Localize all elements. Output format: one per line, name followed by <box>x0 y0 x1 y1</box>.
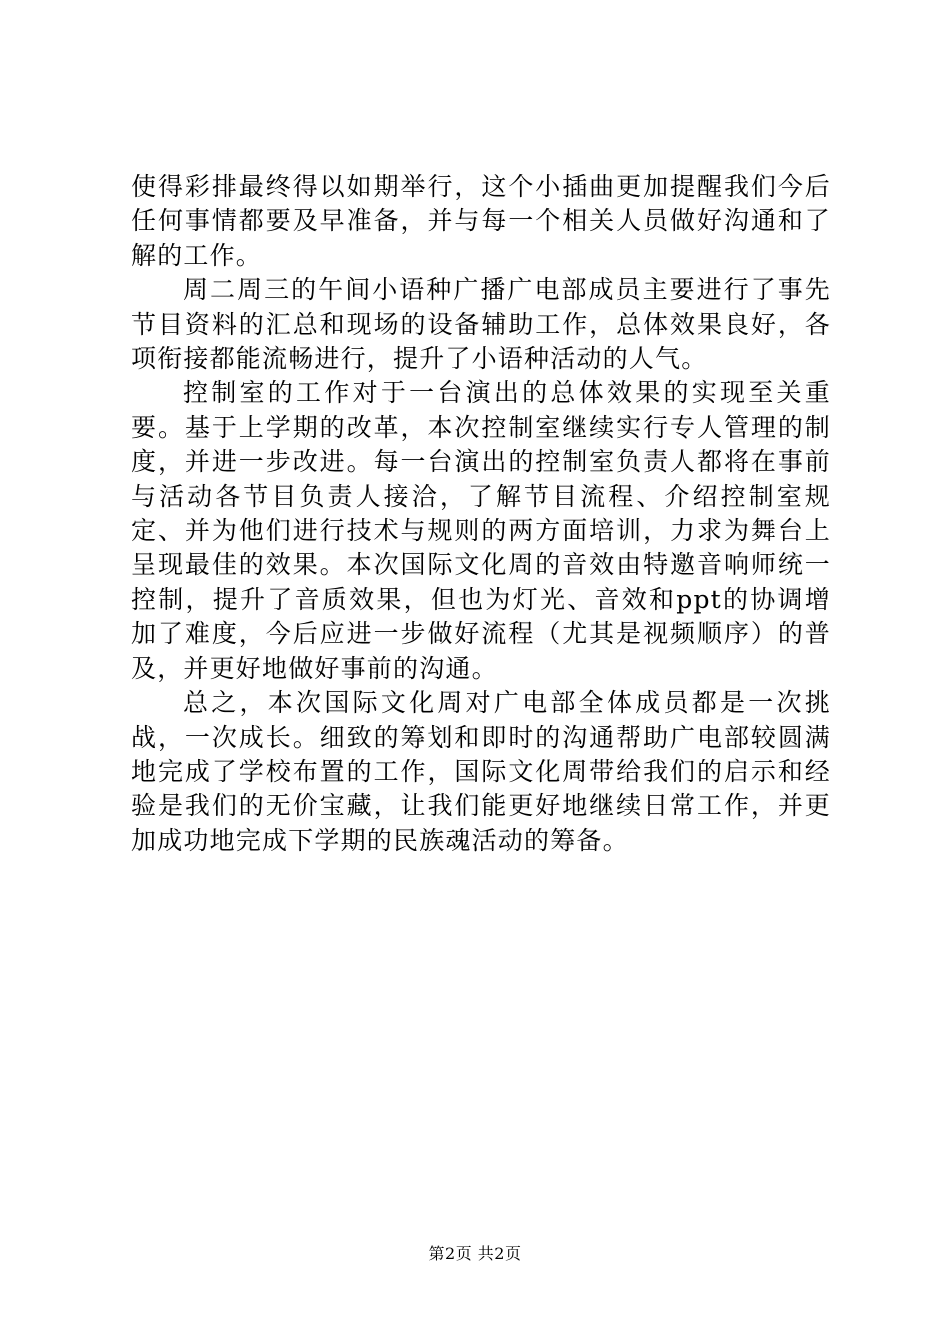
paragraph-1: 使得彩排最终得以如期举行，这个小插曲更加提醒我们今后任何事情都要及早准备，并与每一个相关人员做好沟通和了解的工作。 <box>131 172 831 270</box>
paragraph-2: 周二周三的午间小语种广播广电部成员主要进行了事先节目资料的汇总和现场的设备辅助工作，总体效果良好，各项衔接都能流畅进行，提升了小语种活动的人气。 <box>131 275 831 374</box>
paragraph-4: 总之，本次国际文化周对广电部全体成员都是一次挑战，一次成长。细致的筹划和即时的沟通帮助广电部较圆满地完成了学校布置的工作，国际文化周带给我们的启示和经验是我们的无价宝藏，让我们能更好地继续日常工作，并更加成功地完成下学期的民族魂活动的筹备。 <box>131 688 831 855</box>
page-number-footer: 第2页 共2页 <box>428 1244 522 1263</box>
document-body <box>131 170 831 858</box>
paragraph-3: 控制室的工作对于一台演出的总体效果的实现至关重要。基于上学期的改革，本次控制室继续实行专人管理的制度，并进一步改进。每一台演出的控制室负责人都将在事前与活动各节目负责人接洽，了解节目流程、介绍控制室规定、并为他们进行技术与规则的两方面培训，力求为舞台上呈现最佳的效果。本次国际文化周的音效由特邀音响师统一控制，提升了音质效果，但也为灯光、音效和ppt的协调增加了难度，今后应进一步做好流程（尤其是视频顺序）的普及，并更好地做好事前的沟通。 <box>131 378 831 683</box>
